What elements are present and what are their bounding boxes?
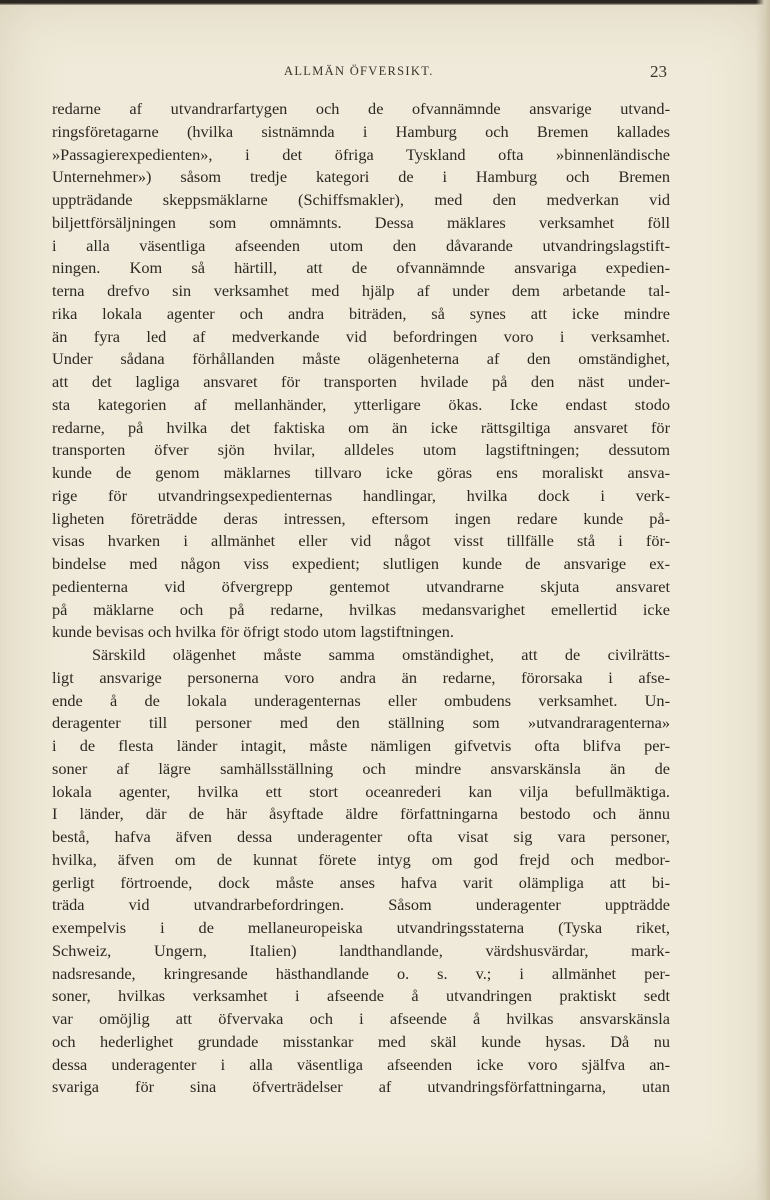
- text-line: dessa underagenter i alla väsentliga afseenden icke voro själfva an-: [52, 1054, 670, 1074]
- text-line: ligheten företrädde deras intressen, eftersom ingen redare kunde på-: [52, 508, 670, 528]
- text-line: soner, hvilkas verksamhet i afseende å utvandringen praktiskt sedt: [52, 986, 670, 1006]
- body-text: [52, 98, 670, 1099]
- text-line: hvilka, äfven om de kunnat förete intyg om god frejd och medbor-: [52, 849, 670, 869]
- text-line: soner af lägre samhällsställning och mindre ansvarskänsla än de: [52, 758, 670, 778]
- running-head: [0, 64, 770, 84]
- page-number: 23: [650, 62, 667, 81]
- text-line: i alla väsentliga afseenden utom den dåvarande utvandringslagstift-: [52, 235, 670, 255]
- text-line: ligt ansvarige personerna voro andra än redarne, förorsaka i afse-: [52, 667, 670, 687]
- text-line: ringsföretagarne (hvilka sistnämnda i Hamburg och Bremen kallades: [52, 121, 670, 141]
- text-line: kunde de genom mäklarnes tillvaro icke göras ens moraliskt ansva-: [52, 463, 670, 482]
- text-line: Särskild olägenhet måste samma omständighet, att de civilrätts-: [92, 645, 670, 664]
- text-line: I länder, där de här åsyftade äldre författningarna bestodo och ännu: [52, 804, 670, 824]
- text-line: bestå, hafva äfven dessa underagenter ofta visat sig vara personer,: [52, 827, 670, 846]
- text-line: träda vid utvandrarbefordringen. Såsom underagenter uppträdde: [52, 895, 670, 915]
- text-line: rika lokala agenter och andra biträden, så synes att icke mindre: [52, 303, 670, 323]
- text-line: transporten öfver sjön hvilar, alldeles utom lagstiftningen; dessutom: [52, 440, 670, 460]
- text-line: i de flesta länder intagit, måste nämligen gifvetvis ofta blifva per-: [52, 736, 670, 755]
- text-line: Under sådana förhållanden måste olägenheterna af den omständighet,: [52, 349, 670, 369]
- text-line: svariga för sina öfverträdelser af utvandringsförfattningarna, utan: [52, 1077, 670, 1097]
- text-line: nadsresande, kringresande hästhandlande o. s. v.; i allmänhet per-: [52, 963, 670, 983]
- text-line: än fyra led af medverkande vid befordringen voro i verksamhet.: [52, 326, 670, 346]
- text-line: sta kategorien af mellanhänder, ytterligare ökas. Icke endast stodo: [52, 394, 670, 414]
- text-line: visas hvarken i allmänhet eller vid något visst tillfälle stå i för-: [52, 531, 670, 551]
- text-line: ningen. Kom så härtill, att de ofvannämnde ansvariga expedien-: [52, 258, 670, 278]
- text-line: gerligt förtroende, dock måste anses hafva varit olämpliga att bi-: [52, 872, 670, 892]
- text-line: rige för utvandringsexpedienternas handlingar, hvilka dock i verk-: [52, 485, 670, 505]
- text-line: Schweiz, Ungern, Italien) landthandlande, värdshusvärdar, mark-: [52, 940, 670, 960]
- text-line: uppträdande skeppsmäklarne (Schiffsmakler), med den medverkan vid: [52, 190, 670, 209]
- text-line: kunde bevisas och hvilka för öfrigt stodo utom lagstiftningen.: [52, 622, 454, 642]
- text-line: terna drefvo sin verksamhet med hjälp af under dem arbetande tal-: [52, 281, 670, 300]
- text-line: Unternehmer») såsom tredje kategori de i Hamburg och Bremen: [52, 167, 670, 187]
- text-line: exempelvis i de mellaneuropeiska utvandringsstaterna (Tyska riket,: [52, 918, 670, 937]
- text-line: lokala agenter, hvilka ett stort oceanrederi kan vilja befullmäktiga.: [52, 781, 670, 801]
- text-line: biljettförsäljningen som omnämnts. Dessa mäklares verksamhet föll: [52, 212, 670, 232]
- text-line: redarne, på hvilka det faktiska om än icke rättsgiltiga ansvaret för: [52, 417, 670, 437]
- text-line: bindelse med någon viss expedient; slutligen kunde de ansvarige ex-: [52, 554, 670, 573]
- text-line: att det lagliga ansvaret för transporten hvilade på den näst under-: [52, 372, 670, 391]
- text-line: »Passagierexpedienten», i det öfriga Tyskland ofta »binnenländische: [52, 144, 670, 164]
- text-line: redarne af utvandrarfartygen och de ofvannämnde ansvarige utvand-: [52, 99, 670, 118]
- text-line: pedienterna vid öfvergrepp gentemot utvandrarne skjuta ansvaret: [52, 576, 670, 596]
- text-line: och hederlighet grundade misstankar med skäl kunde hysas. Då nu: [52, 1031, 670, 1051]
- text-line: ende å de lokala underagenternas eller ombudens verksamhet. Un-: [52, 690, 670, 710]
- page-top-edge: [0, 0, 770, 5]
- text-line: var omöjlig att öfvervaka och i afseende å hvilkas ansvarskänsla: [52, 1009, 670, 1028]
- text-line: på mäklarne och på redarne, hvilkas medansvarighet emellertid icke: [52, 599, 670, 619]
- text-line: deragenter till personer med den ställning som »utvandraragenterna»: [52, 713, 670, 733]
- running-title: ALLMÄN ÖFVERSIKT.: [284, 64, 434, 78]
- page-fore-edge: [756, 0, 770, 1200]
